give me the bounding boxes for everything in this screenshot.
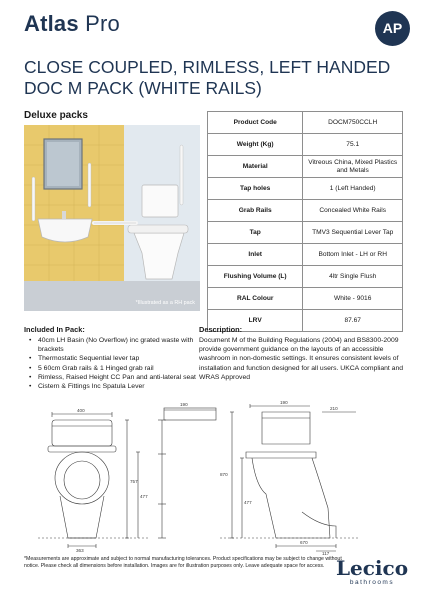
list-item: • 5 60cm Grab rails & 1 Hinged grab rail: [28, 364, 196, 373]
spec-value: 75.1: [303, 134, 403, 156]
spec-value: TMV3 Sequential Lever Tap: [303, 222, 403, 244]
spec-key: Grab Rails: [208, 200, 303, 222]
spec-value: 1 (Left Handed): [303, 178, 403, 200]
spec-row: [208, 244, 403, 266]
spec-row: [208, 288, 403, 310]
dim-front-height-a: 477: [140, 494, 148, 499]
brand-light: Pro: [78, 11, 120, 36]
spec-row: [208, 134, 403, 156]
list-item: • Cistern & Fittings Inc Spatula Lever: [28, 382, 196, 391]
spec-value: Vitreous China, Mixed Plastics and Metals: [303, 156, 403, 178]
included-heading: Included In Pack:: [24, 325, 85, 334]
logo-name: Lecico: [335, 556, 409, 580]
fixing-bracket-drawing: [158, 408, 216, 538]
list-item: • 40cm LH Basin (No Overflow) inc grated waste with brackets: [28, 336, 196, 354]
spec-key: Material: [208, 156, 303, 178]
title-line-2: DOC M PACK (WHITE RAILS): [24, 78, 262, 98]
front-view-drawing: [48, 412, 140, 548]
brand-badge: AP: [375, 11, 410, 46]
spec-table: [207, 111, 403, 332]
dim-base-width: 363: [76, 548, 84, 553]
dim-side-offset: 117: [322, 551, 330, 556]
brand-title: [24, 11, 120, 37]
dim-side-base: 670: [300, 540, 308, 545]
side-view-drawing: [230, 404, 356, 551]
spec-row: [208, 200, 403, 222]
description-heading: Description:: [199, 325, 243, 334]
spec-value: White - 9016: [303, 288, 403, 310]
list-item: • Rimless, Raised Height CC Pan and anti-lateral seat: [28, 373, 196, 382]
spec-key: LRV: [208, 310, 303, 332]
dim-front-height-b: 757: [130, 479, 138, 484]
section-subtitle: Deluxe packs: [24, 110, 88, 121]
spec-row: [208, 178, 403, 200]
spec-value: 4ltr Single Flush: [303, 266, 403, 288]
dim-side-height-b: 477: [244, 500, 252, 505]
logo-sub: bathrooms: [349, 579, 395, 586]
list-item: • Thermostatic Sequential lever tap: [28, 354, 196, 363]
spec-value: Bottom Inlet - LH or RH: [303, 244, 403, 266]
dim-side-top-2: 190: [280, 400, 288, 405]
spec-key: Flushing Volume (L): [208, 266, 303, 288]
spec-key: Product Code: [208, 112, 303, 134]
dim-side-top: 190: [180, 402, 188, 407]
spec-value: Concealed White Rails: [303, 200, 403, 222]
photo-caption: *Illustrated as a RH pack: [135, 300, 195, 306]
spec-row: [208, 156, 403, 178]
brand-bold: Atlas: [24, 11, 79, 36]
washroom-illustration: [24, 125, 200, 311]
dim-side-right: 210: [330, 406, 338, 411]
spec-row: [208, 222, 403, 244]
footnote: *Measurements are approximate and subject to normal manufacturing tolerances. Product specifications may be subject to change without notice. Please check all dimensions before installation. Images are for illustration purposes only. Leave adequate space for access.: [24, 556, 342, 569]
description-text: Document M of the Building Regulations (2004) and BS8300-2009 provide government guidance on the layouts of an accessible washroom in non-domestic settings. It ensures consistent levels of installation and function designed for all users. UKCA compliant and WRAS Approved: [199, 337, 404, 381]
spec-key: Tap: [208, 222, 303, 244]
spec-key: Tap holes: [208, 178, 303, 200]
spec-key: Weight (Kg): [208, 134, 303, 156]
lecico-logo: [333, 557, 411, 586]
spec-key: Inlet: [208, 244, 303, 266]
title-line-1: CLOSE COUPLED, RIMLESS, LEFT HANDED: [24, 57, 391, 77]
product-photo: [24, 125, 200, 311]
dim-side-height-a: 870: [220, 472, 228, 477]
spec-row: [208, 266, 403, 288]
page-title: [24, 57, 404, 99]
dim-front-width: 400: [77, 408, 85, 413]
technical-drawing: [30, 400, 395, 556]
included-list: [28, 336, 196, 391]
spec-row: [208, 112, 403, 134]
spec-value: DOCM750CCLH: [303, 112, 403, 134]
spec-value: 87.67: [303, 310, 403, 332]
spec-key: RAL Colour: [208, 288, 303, 310]
